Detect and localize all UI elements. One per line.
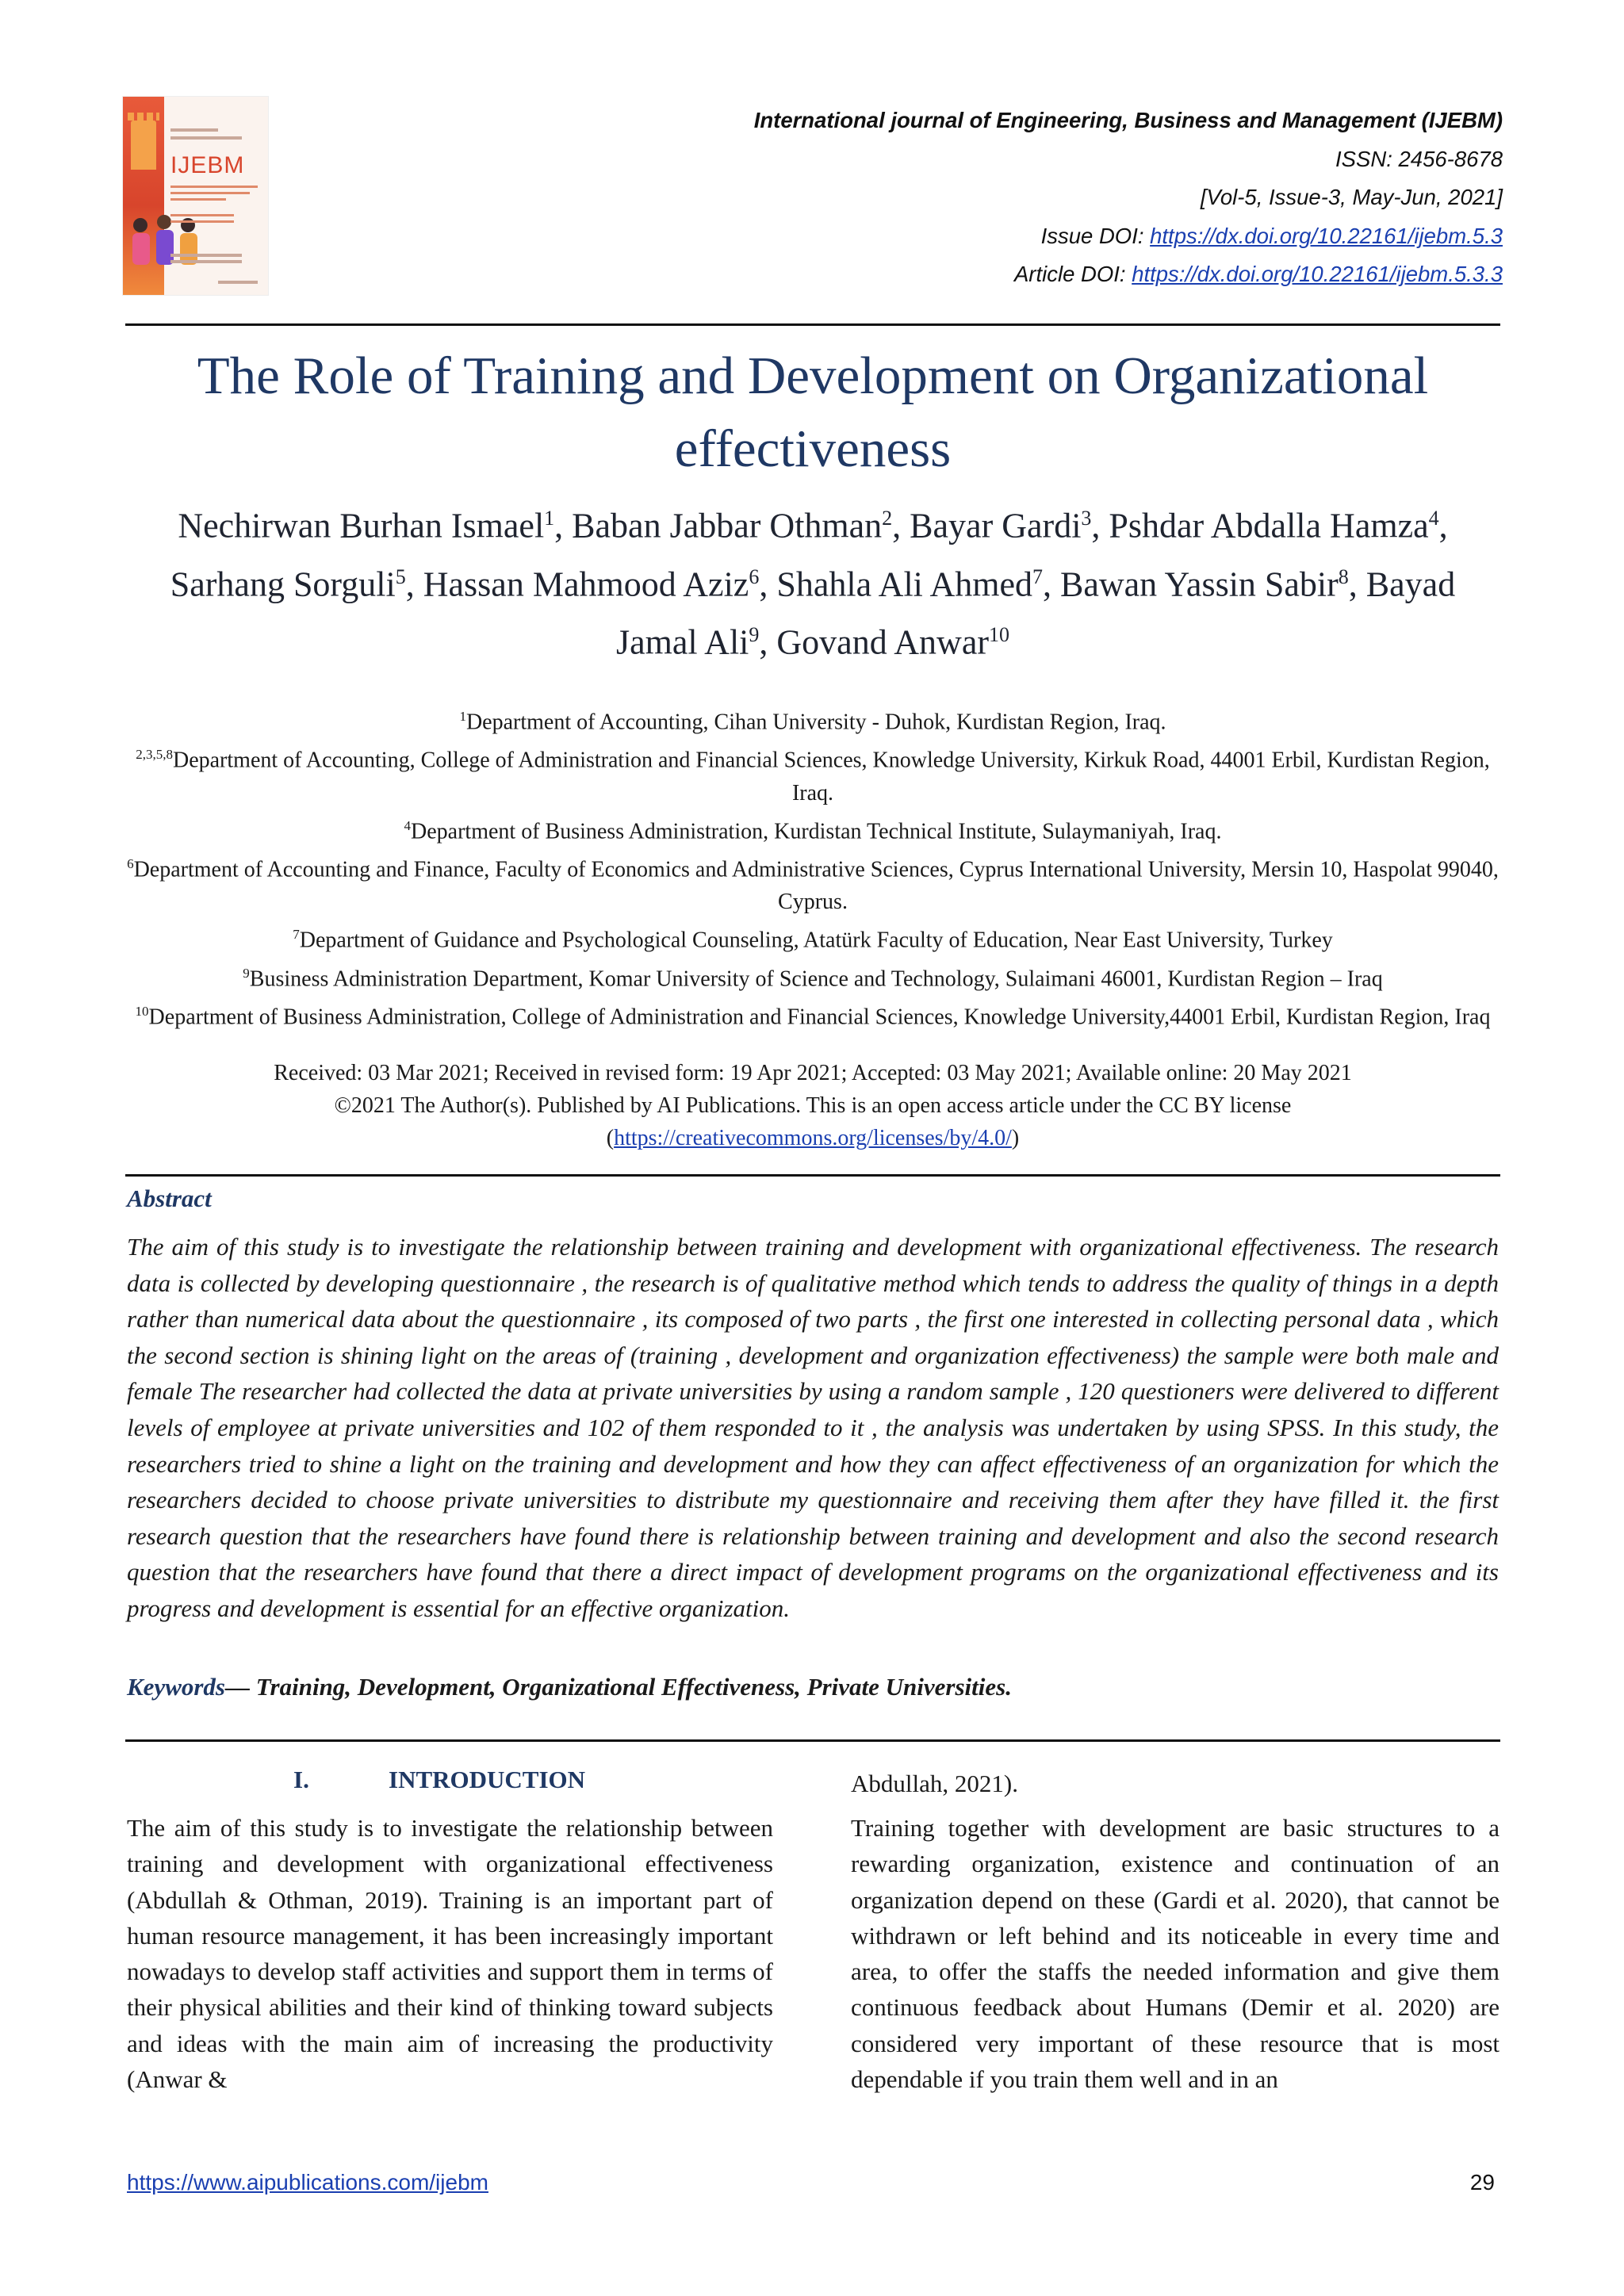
cover-tower-graphic bbox=[131, 121, 156, 170]
author-name: Pshdar Abdalla Hamza bbox=[1109, 506, 1429, 545]
author-affiliation-marker: 1 bbox=[544, 507, 555, 530]
affiliation-marker: 2,3,5,8 bbox=[136, 747, 173, 763]
issue-doi-link[interactable]: https://dx.doi.org/10.22161/ijebm.5.3 bbox=[1150, 223, 1503, 248]
author-separator: , bbox=[759, 564, 777, 604]
cover-text-line bbox=[170, 136, 242, 140]
affiliation-marker: 4 bbox=[404, 817, 412, 833]
paper-title bbox=[125, 339, 1500, 485]
author-affiliation-marker: 7 bbox=[1032, 564, 1043, 588]
license-statement: ©2021 The Author(s). Published by AI Publications. This is an open access article under the CC BY license bbox=[334, 1093, 1292, 1118]
cover-text-line bbox=[170, 220, 234, 223]
author-affiliation-marker: 10 bbox=[989, 623, 1010, 647]
journal-volume: [Vol-5, Issue-3, May-Jun, 2021] bbox=[1200, 185, 1503, 209]
keywords-line bbox=[127, 1673, 1499, 1701]
paper-title-line: The Role of Training and Development on Organizational bbox=[197, 346, 1429, 405]
affiliation-text: Department of Guidance and Psychological Counseling, Atatürk Faculty of Education, Near East University, Turkey bbox=[299, 928, 1333, 953]
author-affiliation-marker: 9 bbox=[749, 623, 760, 647]
journal-issn: ISSN: 2456-8678 bbox=[1335, 146, 1503, 171]
author-separator: , bbox=[1438, 506, 1448, 545]
article-doi-label: Article DOI: bbox=[1013, 262, 1132, 286]
affiliation-item bbox=[125, 918, 1500, 956]
cover-brand-text: IJEBM bbox=[170, 152, 245, 178]
abstract-heading: Abstract bbox=[127, 1184, 212, 1212]
author-name: Bayar Gardi bbox=[910, 506, 1082, 545]
cover-text-line bbox=[170, 192, 250, 194]
intro-paragraph-continuation: Abdullah, 2021). bbox=[851, 1770, 1018, 1797]
author-affiliation-marker: 4 bbox=[1428, 507, 1439, 530]
abstract-text: The aim of this study is to investigate the relationship between training and development with organizational effectiveness. The research data is collected by developing questionnaire , the research is of qualitative method which tends to address the quality of things in a depth rather than numerical data about the questionnaire , its composed of two parts , the first one interested in collecting personal data , which the second section is shining light on the areas of (training , development and organization effectiveness) the sample were both male and female The researcher had collected the data at private universities by using a random sample , 120 questioners were delivered to different levels of employee at private universities and 102 of them responded to it , the analysis was undertaken by using SPSS. In this study, the researchers tried to shine a light on the training and development and how they can affect effectiveness of an organization for which the researchers decided to choose private universities to distribute my questionnaire and receiving them after they have filled it. the first research question that the researchers have found there is relationship between training and development and also the second research question that the researchers have found that there a direct impact of development programs on the organizational effectiveness and its progress and development is essential for an effective organization. bbox=[127, 1233, 1499, 1622]
affiliation-list bbox=[125, 700, 1500, 1033]
author-name: Bayad Jamal Ali bbox=[615, 564, 1456, 662]
author-separator: , bbox=[405, 564, 423, 604]
abstract-top-divider bbox=[125, 1174, 1500, 1177]
keywords-list: — Training, Development, Organizational Effectiveness, Private Universities. bbox=[225, 1673, 1012, 1701]
affiliation-marker: 7 bbox=[293, 927, 300, 943]
affiliation-item bbox=[125, 995, 1500, 1033]
affiliation-marker: 6 bbox=[127, 855, 134, 871]
affiliation-text: Department of Business Administration, College of Administration and Financial Sciences, Knowledge University,44001 Erbil, Kurdistan Region, Iraq bbox=[148, 1004, 1491, 1030]
author-separator: , bbox=[1091, 506, 1109, 545]
cover-text-line bbox=[170, 198, 226, 201]
received-dates: Received: 03 Mar 2021; Received in revised form: 19 Apr 2021; Accepted: 03 May 2021; Available online: 20 May 2021 bbox=[274, 1061, 1352, 1085]
affiliation-text: Department of Accounting and Finance, Faculty of Economics and Administrative Sciences, Cyprus International University, Mersin 10, Haspolat 99040, Cyprus. bbox=[133, 857, 1499, 915]
intro-paragraph: Training together with development are basic structures to a rewarding organization, existence and continuation of an organization depend on these (Gardi et al. 2020), that cannot be withdrawn or left behind and its noticeable in every time and area, to offer the staffs the needed information and give them continuous feedback about Humans (Demir et al. 2020) are considered very important of these resource that is most dependable if you train them well and in an bbox=[851, 1814, 1500, 2094]
publication-dates bbox=[125, 1057, 1500, 1154]
author-affiliation-marker: 6 bbox=[749, 564, 760, 588]
cover-text-line bbox=[170, 254, 242, 257]
affiliation-text: Department of Accounting, Cihan University - Duhok, Kurdistan Region, Iraq. bbox=[465, 710, 1166, 735]
author-separator: , bbox=[892, 506, 910, 545]
intro-left-column bbox=[127, 1810, 773, 2097]
author-separator: , bbox=[1043, 564, 1060, 604]
author-name: Shahla Ali Ahmed bbox=[776, 564, 1032, 604]
author-affiliation-marker: 5 bbox=[395, 564, 406, 588]
affiliation-text: Department of Accounting, College of Administration and Financial Sciences, Knowledge University, Kirkuk Road, 44001 Erbil, Kurdistan Region, Iraq. bbox=[172, 748, 1490, 806]
author-name: Sarhang Sorguli bbox=[170, 564, 396, 604]
affiliation-item bbox=[125, 809, 1500, 848]
affiliation-item bbox=[125, 848, 1500, 918]
author-name: Govand Anwar bbox=[776, 622, 990, 662]
article-doi-link[interactable]: https://dx.doi.org/10.22161/ijebm.5.3.3 bbox=[1132, 262, 1503, 286]
author-list bbox=[125, 493, 1500, 668]
journal-title: International journal of Engineering, Business and Management (IJEBM) bbox=[753, 108, 1503, 132]
affiliation-text: Department of Business Administration, Kurdistan Technical Institute, Sulaymaniyah, Iraq. bbox=[411, 818, 1222, 844]
author-separator: , bbox=[554, 506, 573, 545]
issue-doi-line bbox=[754, 217, 1503, 256]
affiliation-item bbox=[125, 738, 1500, 809]
body-top-divider bbox=[125, 1739, 1500, 1742]
section-number: I. bbox=[293, 1766, 309, 1793]
author-affiliation-marker: 3 bbox=[1081, 507, 1092, 530]
cover-text-line bbox=[170, 260, 242, 263]
affiliation-marker: 10 bbox=[135, 1003, 149, 1019]
license-url-line: (https://creativecommons.org/licenses/by/4.0/) bbox=[606, 1126, 1020, 1150]
article-doi-line bbox=[754, 255, 1503, 294]
cover-text-line bbox=[170, 214, 234, 216]
header-divider bbox=[125, 323, 1500, 326]
keywords-label: Keywords bbox=[127, 1673, 225, 1701]
cover-publisher-mark bbox=[218, 281, 258, 284]
author-affiliation-marker: 2 bbox=[882, 507, 893, 530]
paper-title-line: effectiveness bbox=[674, 419, 952, 478]
author-name: Baban Jabbar Othman bbox=[572, 506, 883, 545]
section-title: INTRODUCTION bbox=[389, 1766, 586, 1793]
author-separator: , bbox=[759, 622, 777, 662]
intro-paragraph: The aim of this study is to investigate the relationship between training and development with organizational effectiveness (Abdullah & Othman, 2019). Training is an important part of human resource management, it has been increasingly important nowadays to develop staff activities and support them in terms of their physical abilities and their kind of thinking toward subjects and ideas with the main aim of increasing the productivity (Anwar & bbox=[127, 1814, 773, 2094]
author-separator: , bbox=[1348, 564, 1366, 604]
author-affiliation-marker: 8 bbox=[1338, 564, 1349, 588]
journal-info bbox=[754, 101, 1503, 294]
affiliation-marker: 9 bbox=[243, 965, 250, 981]
intro-right-continuation bbox=[851, 1766, 1500, 1801]
journal-cover-thumbnail bbox=[123, 97, 268, 295]
intro-right-column bbox=[851, 1810, 1500, 2097]
affiliation-item bbox=[125, 700, 1500, 738]
affiliation-text: Business Administration Department, Komar University of Science and Technology, Sulaimani 46001, Kurdistan Region – Iraq bbox=[249, 966, 1383, 991]
footer-journal-link[interactable]: https://www.aipublications.com/ijebm bbox=[127, 2170, 488, 2195]
cover-text-line bbox=[170, 186, 258, 188]
cover-text-line bbox=[170, 128, 218, 132]
page-number: 29 bbox=[1469, 2170, 1495, 2195]
affiliation-item bbox=[125, 957, 1500, 995]
author-name: Bawan Yassin Sabir bbox=[1060, 564, 1339, 604]
issue-doi-label: Issue DOI: bbox=[1040, 223, 1151, 248]
affiliation-marker: 1 bbox=[459, 709, 466, 724]
author-name: Nechirwan Burhan Ismael bbox=[178, 506, 545, 545]
author-name: Hassan Mahmood Aziz bbox=[423, 564, 749, 604]
license-link[interactable]: https://creativecommons.org/licenses/by/4.0/ bbox=[614, 1126, 1012, 1150]
